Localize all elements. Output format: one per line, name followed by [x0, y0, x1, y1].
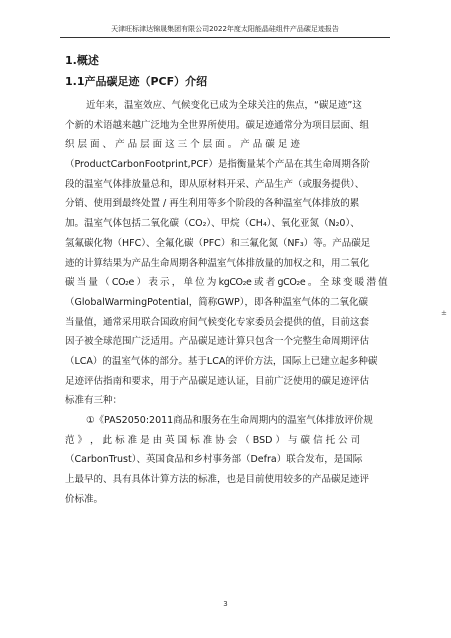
paragraph-line: 足迹评估指南和要求，用于产品碳足迹认证，目前广泛使用的碳足迹评估: [65, 375, 370, 387]
paragraph-line: 迹的计算结果为产品生命周期各种温室气体排放量的加权之和，用二氧化: [65, 257, 370, 269]
paragraph-line: 上最早的、具有具体计算方法的标准，也是目前使用较多的产品碳足迹评: [65, 474, 370, 486]
paragraph-line: 标准有三种：: [65, 395, 123, 407]
paragraph-line: （CarbonTrust）、英国食品和乡村事务部（Defra）联合发布，是国际: [65, 454, 363, 466]
paragraph-line: （ProductCarbonFootprint,PCF）是指衡量某个产品在其生命周期各阶: [65, 159, 370, 171]
paragraph-line: 因子被全球范围广泛适用。产品碳足迹计算只包含一个完整生命周期评估: [65, 336, 370, 348]
page-header: 天津旺标津达锦晟集团有限公司2022年度太阳能晶硅组件产品碳足迹报告: [111, 25, 339, 33]
paragraph-line: ①《PAS2050:2011商品和服务在生命周期内的温室气体排放评价规: [86, 415, 373, 426]
margin-mark: ±: [441, 309, 447, 317]
paragraph-line: 织 层 面 、 产 品 层 面 这 三 个 层 面 。 产 品 碳 足 迹: [65, 139, 300, 151]
paragraph-line: 近年来，温室效应、气候变化已成为全球关注的焦点，“碳足迹”这: [86, 100, 362, 111]
subsection-heading: 1.1产品碳足迹（PCF）介绍: [65, 75, 208, 88]
page-number: 3: [223, 600, 228, 608]
body-text: [65, 96, 387, 509]
paragraph-line: 价标准。: [65, 493, 104, 505]
paragraph-line: 加。温室气体包括二氧化碳（CO₂）、甲烷（CH₄）、氧化亚氮（N₂0）、: [65, 218, 360, 230]
paragraph-line: （GlobalWarmingPotential，简称GWP），即各种温室气体的二氧化碳: [65, 296, 368, 308]
section-heading: 1.概述: [65, 54, 99, 67]
paragraph-line: （LCA）的温室气体的部分。基于LCA的评价方法，国际上已建立起多种碳: [65, 355, 378, 367]
paragraph-line: 碳 当 量 （ CO₂e ） 表 示 ， 单 位 为 kgCO₂e 或 者 gCO₂e 。 全 球 变 暖 潜 值: [65, 277, 388, 289]
paragraph-line: 范 》 ， 此 标 准 是 由 英 国 标 准 协 会 （ BSD ） 与 碳 信 托 公 司: [65, 434, 361, 446]
paragraph-line: 氢氟碳化物（HFC）、全氟化碳（PFC）和三氟化氮（NF₃）等。产品碳足: [65, 237, 371, 249]
paragraph-line: 段的温室气体排放量总和，即从原材料开采、产品生产（或服务提供）、: [65, 178, 365, 190]
header-divider: [60, 37, 390, 38]
paragraph-line: 分销、使用到最终处置 / 再生利用等多个阶段的各种温室气体排放的累: [65, 198, 360, 210]
paragraph-line: 当量值，通常采用联合国政府间气候变化专家委员会提供的值，目前这套: [65, 316, 370, 328]
paragraph-line: 个新的术语越来越广泛地为全世界所使用。碳足迹通常分为项目层面、组: [65, 119, 370, 131]
